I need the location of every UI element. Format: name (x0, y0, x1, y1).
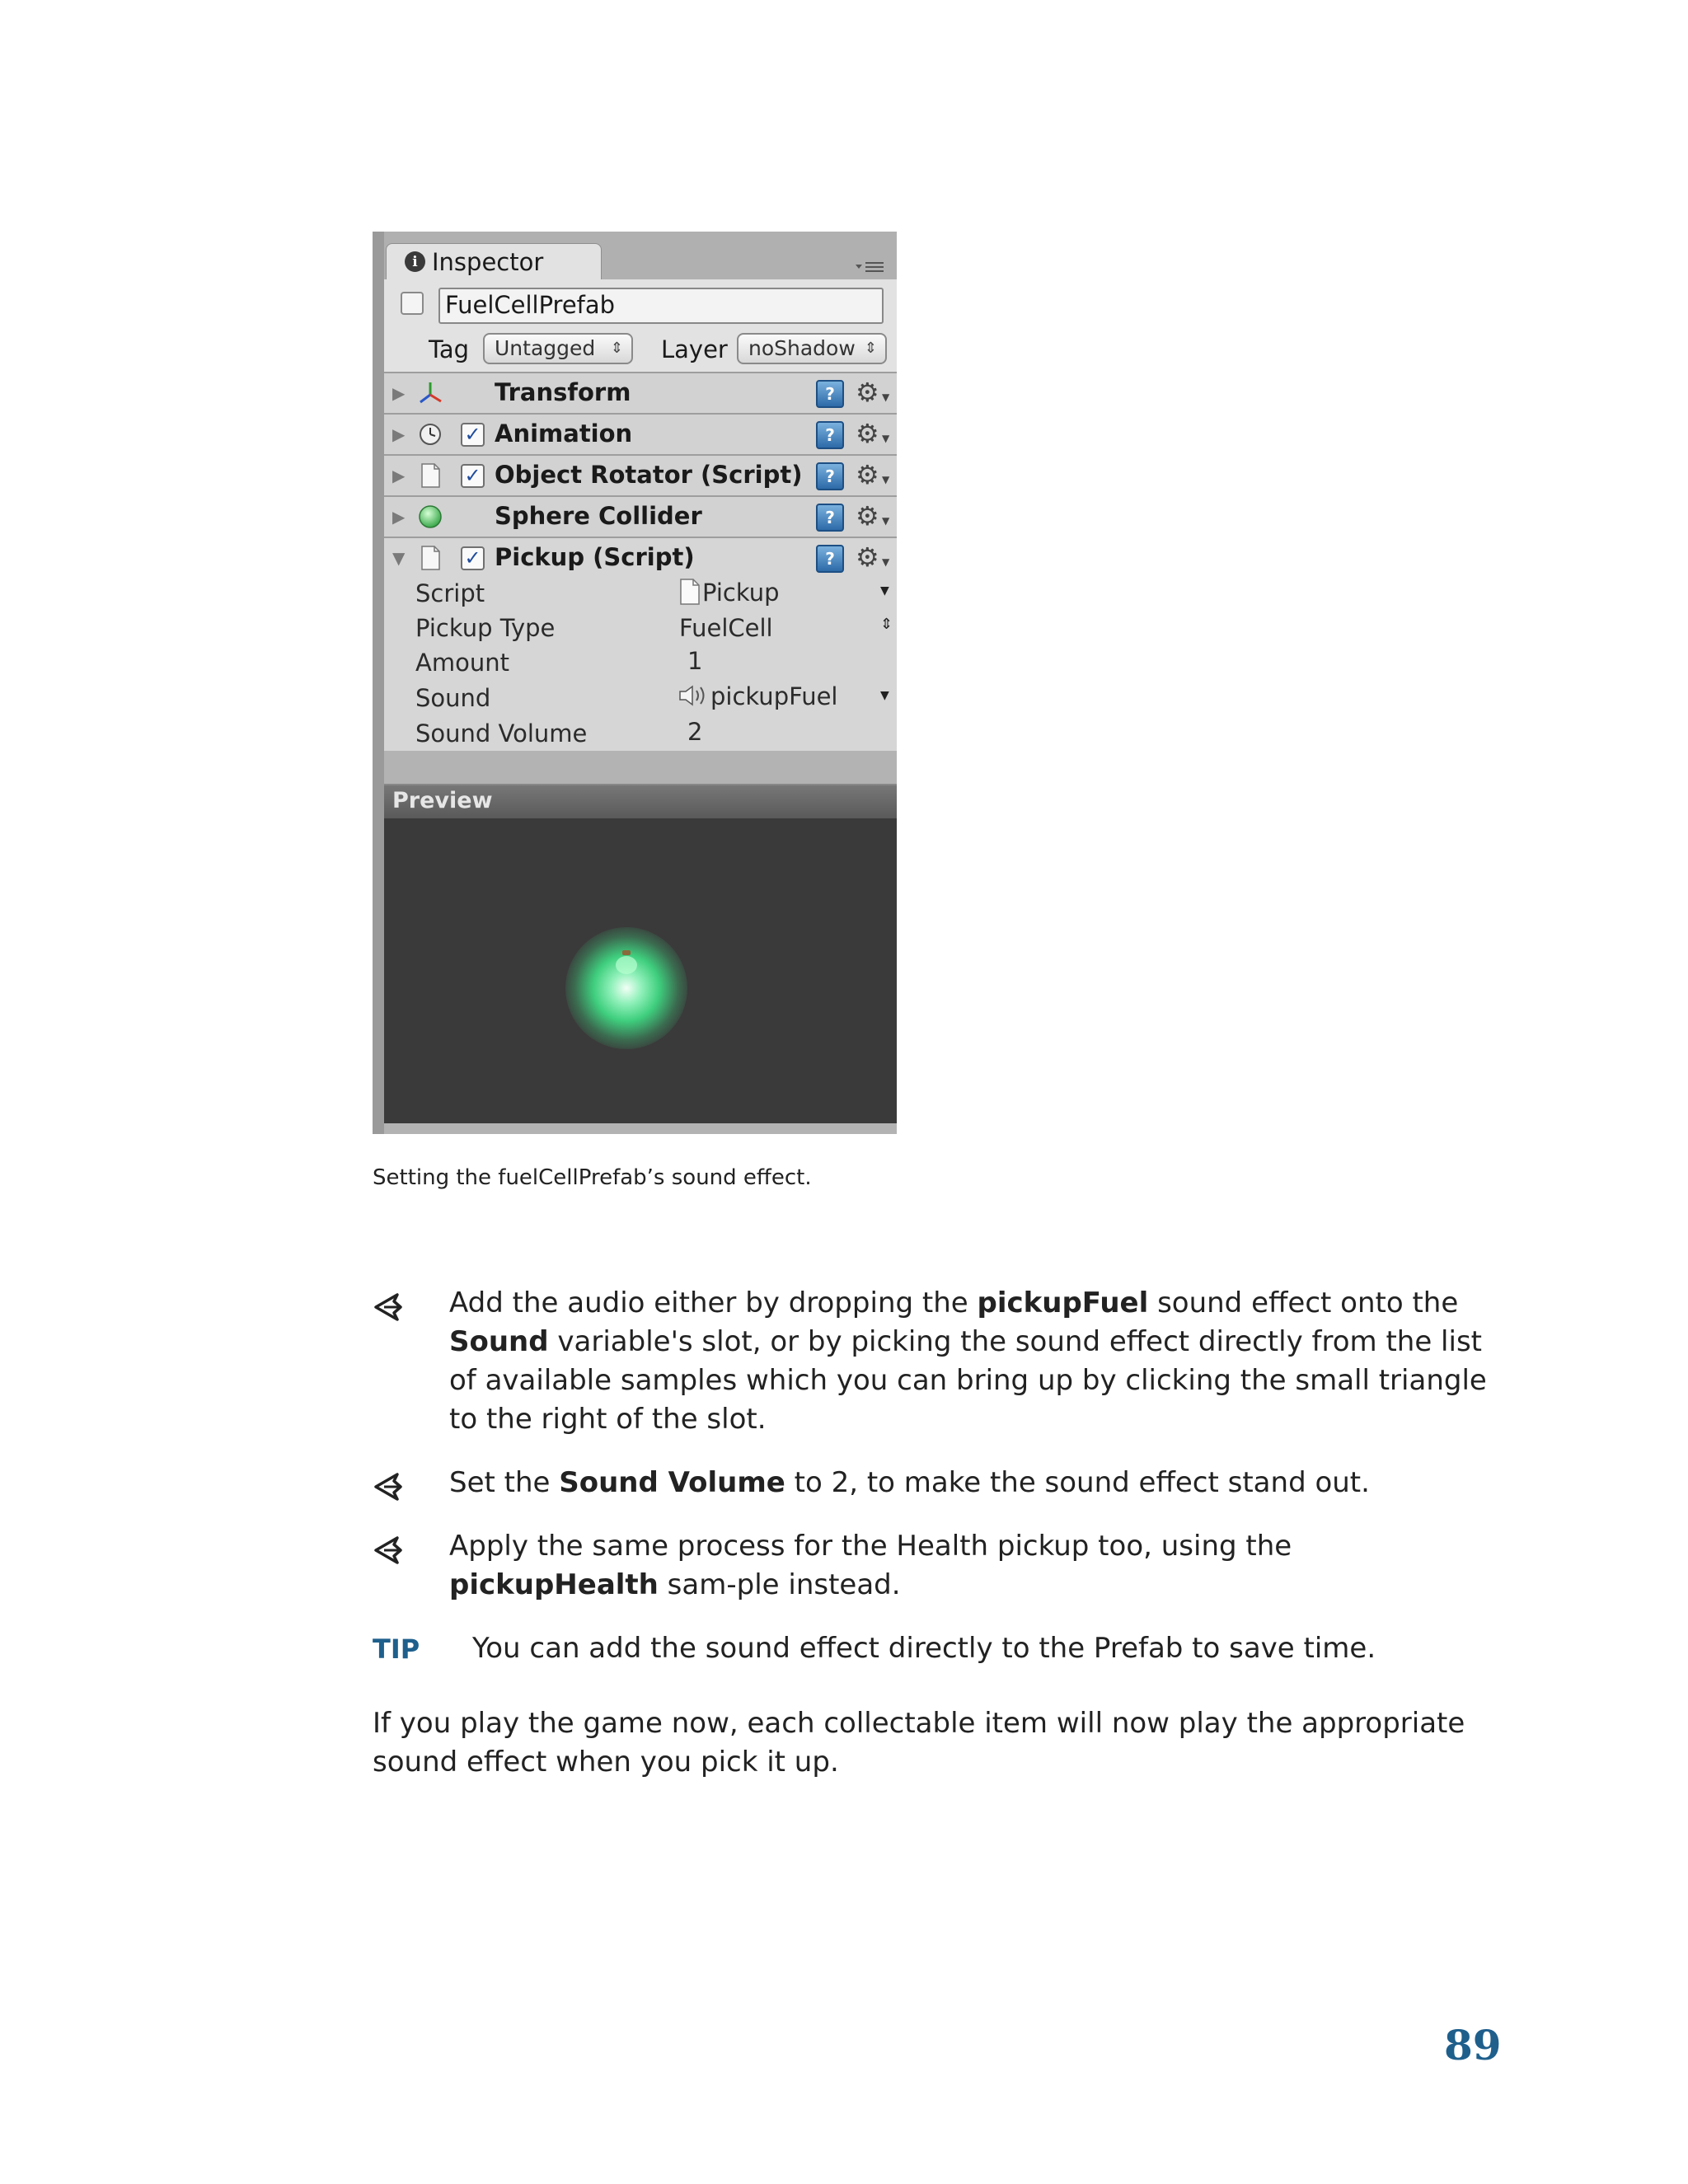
script-field[interactable] (678, 578, 780, 607)
chevron-down-icon: ▼ (882, 515, 890, 527)
fold-arrow-icon[interactable]: ▶ (392, 466, 406, 485)
tab-inspector-label: Inspector (432, 247, 544, 276)
bullet-item (449, 1527, 1496, 1605)
updown-arrows-icon[interactable]: ⇕ (880, 616, 893, 633)
tag-label: Tag (429, 335, 470, 363)
tip-label: TIP (373, 1633, 420, 1665)
inspector-tab-bar (384, 232, 897, 279)
component-sphere-collider[interactable] (384, 495, 897, 537)
prop-label-sound-volume: Sound Volume (415, 719, 588, 748)
enabled-checkbox[interactable]: ✓ (461, 546, 485, 570)
clock-icon (417, 421, 443, 448)
sound-field[interactable] (678, 682, 837, 710)
prop-label-script: Script (415, 579, 485, 607)
tag-dropdown-value: Untagged (495, 336, 596, 360)
speaker-icon (678, 683, 710, 708)
component-label: Object Rotator (Script) (495, 461, 803, 489)
component-label: Transform (495, 378, 631, 406)
preview-viewport[interactable] (384, 818, 897, 1123)
fuel-cell-glow (565, 927, 687, 1049)
script-value: Pickup (702, 579, 780, 607)
layer-dropdown[interactable] (737, 333, 887, 364)
enabled-checkbox[interactable]: ✓ (461, 423, 485, 447)
component-object-rotator[interactable] (384, 454, 897, 495)
gear-icon[interactable]: ⚙ (856, 418, 879, 449)
component-label: Animation (495, 419, 633, 448)
fold-arrow-icon[interactable]: ▶ (392, 424, 406, 444)
bullet-bold-text: pickupHealth (449, 1568, 659, 1601)
bullet-text: variable's slot, or by picking the sound effect directly from the list of available samples which you can bring up by clicking the small triangle to the right of the slot. (449, 1325, 1487, 1436)
figure-caption: Setting the fuelCellPrefab’s sound effect. (373, 1165, 812, 1190)
bullet-bold-text: Sound (449, 1325, 549, 1358)
help-book-icon[interactable]: ? (816, 462, 844, 490)
help-book-icon[interactable]: ? (816, 504, 844, 532)
bullet-text: sound effect onto the (1148, 1286, 1459, 1319)
help-book-icon[interactable]: ? (816, 421, 844, 449)
fold-arrow-icon[interactable]: ▶ (392, 383, 406, 403)
unity-logo-bullet-icon (373, 1470, 407, 1503)
unity-logo-bullet-icon (373, 1291, 407, 1324)
component-animation[interactable] (384, 413, 897, 454)
bullet-text: Set the (449, 1466, 560, 1499)
gear-icon[interactable]: ⚙ (856, 377, 879, 408)
active-checkbox[interactable] (401, 292, 424, 315)
pickup-type-dropdown[interactable]: FuelCell (679, 614, 773, 642)
fold-arrow-icon[interactable]: ▶ (392, 507, 406, 527)
prop-label-sound: Sound (415, 684, 491, 712)
help-book-icon[interactable]: ? (816, 380, 844, 408)
object-picker-arrow-icon[interactable]: ▼ (880, 584, 889, 598)
inspector-panel (373, 232, 897, 1134)
body-paragraph: If you play the game now, each collectable item will now play the appropriate sound effect when you pick it up. (373, 1707, 1465, 1779)
bullet-text: sam-ple instead. (658, 1568, 901, 1601)
object-name-field[interactable]: FuelCellPrefab (438, 288, 884, 324)
gear-icon[interactable]: ⚙ (856, 459, 879, 490)
object-picker-arrow-icon[interactable]: ▼ (880, 689, 889, 702)
panel-menu-icon[interactable] (854, 260, 887, 274)
tab-inspector[interactable] (386, 243, 602, 279)
inspector-body (384, 279, 897, 751)
sphere-icon (417, 504, 443, 530)
updown-arrows-icon: ⇕ (610, 340, 623, 357)
bullet-text: to 2, to make the sound effect stand out. (785, 1466, 1370, 1499)
component-transform[interactable] (384, 372, 897, 413)
prop-label-pickup-type: Pickup Type (415, 614, 556, 642)
page-number: 89 (1444, 2021, 1502, 2069)
enabled-checkbox[interactable]: ✓ (461, 464, 485, 488)
bullet-item (449, 1464, 1496, 1502)
layer-label: Layer (661, 335, 728, 363)
fold-arrow-expanded-icon[interactable]: ▼ (392, 548, 406, 568)
bullet-item (449, 1284, 1496, 1439)
amount-field[interactable]: 1 (687, 647, 703, 675)
bullet-bold-text: pickupFuel (977, 1286, 1149, 1319)
component-label: Sphere Collider (495, 502, 702, 530)
chevron-down-icon: ▼ (882, 391, 890, 403)
chevron-down-icon: ▼ (882, 474, 890, 485)
preview-header[interactable]: Preview (384, 784, 897, 818)
script-file-icon (678, 578, 702, 606)
info-icon: i (405, 251, 425, 272)
sound-volume-field[interactable]: 2 (687, 718, 703, 746)
fuel-cell-bottle-icon (613, 950, 640, 975)
component-label: Pickup (Script) (495, 543, 695, 571)
transform-axes-icon (417, 380, 443, 406)
tag-dropdown[interactable] (483, 333, 633, 364)
help-book-icon[interactable]: ? (816, 545, 844, 573)
bullet-text: Add the audio either by dropping the (449, 1286, 978, 1319)
script-file-icon (417, 545, 443, 571)
gear-icon[interactable]: ⚙ (856, 541, 879, 573)
prop-label-amount: Amount (415, 649, 509, 677)
chevron-down-icon: ▼ (882, 433, 890, 444)
chevron-down-icon: ▼ (882, 556, 890, 568)
layer-dropdown-value: noShadow (748, 336, 856, 360)
object-header (384, 279, 897, 372)
bullet-text: Apply the same process for the Health pickup too, using the (449, 1530, 1292, 1563)
gear-icon[interactable]: ⚙ (856, 500, 879, 532)
updown-arrows-icon: ⇕ (864, 340, 877, 357)
script-file-icon (417, 462, 443, 489)
unity-logo-bullet-icon (373, 1534, 407, 1567)
bullet-bold-text: Sound Volume (559, 1466, 785, 1499)
component-pickup-script[interactable] (384, 537, 897, 578)
sound-value: pickupFuel (710, 682, 838, 710)
tip-text: You can add the sound effect directly to the Prefab to save time. (472, 1632, 1376, 1665)
